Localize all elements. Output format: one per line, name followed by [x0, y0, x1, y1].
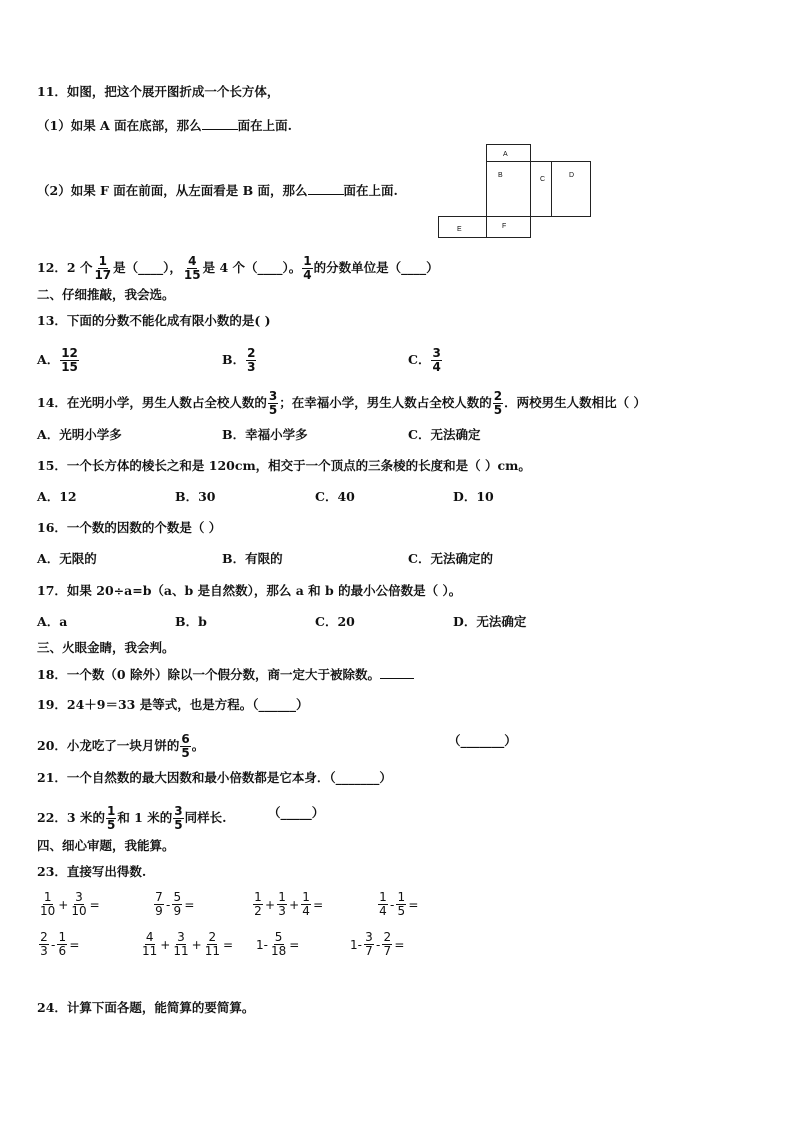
q14-option-c[interactable]: C．无法确定 [408, 427, 481, 442]
operator: 1- [350, 937, 362, 952]
fraction: $\frac{2}{3}$ [40, 930, 48, 958]
q14-stem: 14．在光明小学，男生人数占全校人数的 $\frac{3}{5}$ ；在幸福小学，男生人数占全校人数的 $\frac{2}{5}$ ．两校男生人数相比（ ） [37, 389, 646, 417]
fraction: $\frac{1}{4}$ [302, 890, 310, 918]
q16-stem: 16．一个数的因数的个数是（ ） [37, 520, 222, 535]
net-face-f: F [486, 216, 531, 238]
q11-part1-tail: 面在上面. [237, 118, 292, 133]
q19: 19．24＋9＝33 是等式，也是方程。（______） [37, 697, 309, 712]
section-2-heading: 二、仔细推敲，我会选。 [37, 287, 175, 302]
operator: + [191, 937, 202, 952]
calc-item [252, 891, 324, 918]
q18: 18．一个数（0 除外）除以一个假分数，商一定大于被除数。 [37, 666, 414, 683]
q16-option-a[interactable]: A．无限的 [37, 551, 97, 566]
section-4-heading: 四、细心审题，我能算。 [37, 838, 175, 853]
operator: - [390, 897, 395, 912]
fraction: $\frac{6}{5}$ [181, 732, 190, 760]
operator: + [160, 937, 171, 952]
q22: 22．3 米的 $\frac{1}{5}$ 和 1 米的 $\frac{3}{5}$ 同样长. [37, 804, 227, 832]
fraction: $\frac{4}{11}$ [142, 930, 158, 958]
q16-option-b[interactable]: B．有限的 [222, 551, 283, 566]
operator: 1- [256, 937, 268, 952]
q16-option-c[interactable]: C．无法确定的 [408, 551, 493, 566]
q12-text-4: 的分数单位是（____） [313, 260, 439, 275]
q24: 24．计算下面各题，能简算的要简算。 [37, 1000, 255, 1015]
q20: 20．小龙吃了一块月饼的 $\frac{6}{5}$ 。 [37, 732, 205, 760]
fraction: $\frac{1}{2}$ [254, 890, 262, 918]
net-face-e: E [438, 216, 487, 238]
fraction: $\frac{1}{6}$ [58, 930, 67, 958]
fraction: $\frac{1}{4}$ [303, 254, 312, 282]
section-3-heading: 三、火眼金睛，我会判。 [37, 640, 175, 655]
operator: = [89, 897, 100, 912]
q12-text-3: 是 4 个（____）。 [202, 260, 302, 275]
operator: - [166, 897, 171, 912]
fraction: $\frac{3}{4}$ [432, 346, 441, 374]
calc-item [349, 931, 405, 958]
fraction: $\frac{3}{11}$ [173, 930, 189, 958]
q15-option-b[interactable]: B．30 [175, 489, 216, 504]
fraction: $\frac{1}{5}$ [106, 804, 116, 832]
q17-option-a[interactable]: A．a [37, 614, 68, 629]
calc-item [377, 891, 419, 918]
q14-option-a[interactable]: A．光明小学多 [37, 427, 122, 442]
fraction: $\frac{5}{9}$ [173, 890, 182, 918]
q17-option-d[interactable]: D．无法确定 [453, 614, 527, 629]
net-face-a: A [486, 144, 531, 162]
q13-option-b[interactable]: B． $\frac{2}{3}$ [222, 346, 256, 374]
fraction: $\frac{3}{10}$ [71, 890, 87, 918]
q15-option-c[interactable]: C．40 [315, 489, 355, 504]
q17-option-b[interactable]: B．b [175, 614, 207, 629]
net-face-d: D [551, 161, 591, 217]
operator: + [58, 897, 69, 912]
q21: 21．一个自然数的最大因数和最小倍数都是它本身．（_______） [37, 770, 392, 785]
operator: = [289, 937, 300, 952]
q11-part2-tail: 面在上面. [343, 183, 398, 198]
q15-stem: 15．一个长方体的棱长之和是 120cm，相交于一个顶点的三条棱的长度和是（ ）cm。 [37, 458, 531, 473]
operator: + [265, 897, 276, 912]
fraction: $\frac{1}{4}$ [379, 890, 387, 918]
operator: = [408, 897, 419, 912]
q12-text-1: 12．2 个 [37, 260, 93, 275]
q13-stem: 13．下面的分数不能化成有限小数的是( ) [37, 313, 271, 328]
calc-item [255, 931, 300, 958]
fraction: $\frac{3}{5}$ [268, 389, 278, 417]
fraction: $\frac{2}{5}$ [493, 389, 503, 417]
operator: = [313, 897, 324, 912]
q15-option-d[interactable]: D．10 [453, 489, 494, 504]
fraction: $\frac{1}{10}$ [40, 890, 56, 918]
fraction: $\frac{1}{17}$ [94, 254, 112, 282]
fraction: $\frac{4}{15}$ [183, 254, 201, 282]
answer-blank[interactable] [380, 666, 414, 679]
fraction: $\frac{2}{3}$ [247, 346, 256, 374]
q11-part2-text: （2）如果 F 面在前面，从左面看是 B 面，那么 [37, 183, 308, 198]
operator: - [375, 937, 381, 952]
fraction: $\frac{1}{5}$ [397, 890, 406, 918]
q11-title: 11．如图，把这个展开图折成一个长方体， [37, 84, 280, 99]
q13-option-c[interactable]: C． $\frac{3}{4}$ [408, 346, 441, 374]
q22-answer-blank[interactable]: （_____） [268, 805, 325, 820]
operator: = [222, 937, 234, 952]
q12-text-2: 是（____）， [113, 260, 182, 275]
net-face-c: C [530, 161, 552, 217]
q17-stem: 17．如果 20÷a=b（a、b 是自然数），那么 a 和 b 的最小公倍数是（ ）。 [37, 583, 462, 598]
fraction: $\frac{1}{3}$ [278, 890, 286, 918]
q15-option-a[interactable]: A．12 [37, 489, 77, 504]
calc-item [38, 891, 101, 918]
q20-answer-blank[interactable]: （_______） [448, 733, 517, 748]
fraction: $\frac{2}{11}$ [204, 930, 220, 958]
fraction: $\frac{3}{5}$ [174, 804, 183, 832]
operator: - [51, 937, 56, 952]
q23-stem: 23．直接写出得数. [37, 864, 147, 879]
fraction: $\frac{3}{7}$ [365, 930, 373, 958]
operator: = [184, 897, 195, 912]
q11-part2 [37, 182, 398, 199]
fraction: $\frac{5}{18}$ [270, 930, 287, 958]
fraction: $\frac{12}{15}$ [61, 346, 78, 374]
q11-part1 [37, 117, 292, 134]
calc-item [140, 931, 234, 958]
operator: = [394, 937, 405, 952]
fraction: $\frac{2}{7}$ [383, 930, 392, 958]
fraction: $\frac{7}{9}$ [155, 890, 163, 918]
calc-item [153, 891, 195, 918]
answer-blank[interactable] [202, 117, 238, 130]
q13-option-a[interactable]: A． $\frac{12}{15}$ [37, 346, 78, 374]
q17-option-c[interactable]: C．20 [315, 614, 355, 629]
net-face-b: B [486, 161, 531, 217]
calc-item [38, 931, 80, 958]
operator: + [289, 897, 300, 912]
q14-option-b[interactable]: B．幸福小学多 [222, 427, 308, 442]
answer-blank[interactable] [308, 182, 344, 195]
q11-part1-text: （1）如果 A 面在底部，那么 [37, 118, 202, 133]
q12 [37, 255, 439, 282]
operator: = [69, 937, 80, 952]
